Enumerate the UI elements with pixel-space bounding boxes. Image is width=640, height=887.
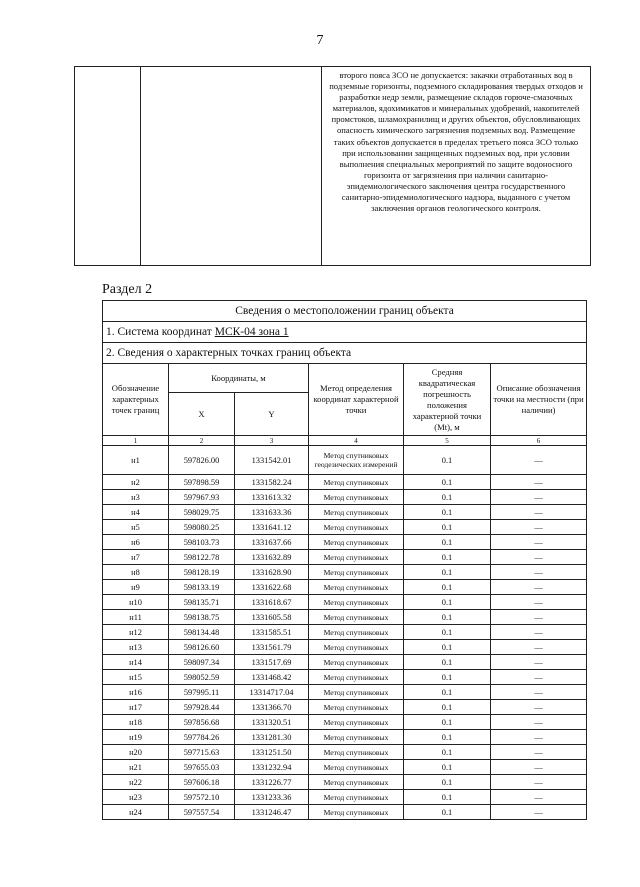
col-number: 1: [103, 436, 169, 446]
coord-y: 1331281.30: [235, 730, 309, 745]
table-row: [103, 640, 587, 655]
point-id: н2: [103, 475, 169, 490]
mt-value: 0.1: [404, 805, 491, 820]
point-id: н21: [103, 760, 169, 775]
mt-value: 0.1: [404, 535, 491, 550]
mt-value: 0.1: [404, 490, 491, 505]
table-row: [103, 775, 587, 790]
mt-value: 0.1: [404, 730, 491, 745]
coord-x: 598080.25: [169, 520, 235, 535]
point-id: н12: [103, 625, 169, 640]
mt-value: 0.1: [404, 565, 491, 580]
section-title: Раздел 2: [102, 282, 153, 297]
description: —: [491, 580, 587, 595]
method: Метод спутниковых геодезических измерений: [309, 446, 404, 475]
col-number: 3: [235, 436, 309, 446]
coord-x: 598052.59: [169, 670, 235, 685]
coord-y: 1331320.51: [235, 715, 309, 730]
col-number: 2: [169, 436, 235, 446]
mt-value: 0.1: [404, 700, 491, 715]
mt-value: 0.1: [404, 505, 491, 520]
table-title: Сведения о местоположении границ объекта: [103, 301, 587, 322]
method: Метод спутниковых: [309, 625, 404, 640]
mt-value: 0.1: [404, 685, 491, 700]
description: —: [491, 715, 587, 730]
coord-x: 597606.18: [169, 775, 235, 790]
description: —: [491, 745, 587, 760]
coord-x: 598103.73: [169, 535, 235, 550]
coord-x: 598138.75: [169, 610, 235, 625]
coord-y: 13314717.04: [235, 685, 309, 700]
description: —: [491, 775, 587, 790]
table-row: [103, 655, 587, 670]
description: —: [491, 475, 587, 490]
table-row: [103, 685, 587, 700]
coord-y: 1331468.42: [235, 670, 309, 685]
method: Метод спутниковых: [309, 730, 404, 745]
method: Метод спутниковых: [309, 640, 404, 655]
table-row: [103, 670, 587, 685]
point-id: н22: [103, 775, 169, 790]
table-row: [103, 550, 587, 565]
table-row: [103, 805, 587, 820]
method: Метод спутниковых: [309, 760, 404, 775]
table-row: [103, 715, 587, 730]
method: Метод спутниковых: [309, 715, 404, 730]
method: Метод спутниковых: [309, 670, 404, 685]
point-id: н19: [103, 730, 169, 745]
mt-value: 0.1: [404, 670, 491, 685]
description: —: [491, 490, 587, 505]
coord-y: 1331605.58: [235, 610, 309, 625]
method: Метод спутниковых: [309, 580, 404, 595]
mt-value: 0.1: [404, 550, 491, 565]
table-row: [103, 520, 587, 535]
mt-value: 0.1: [404, 760, 491, 775]
description: —: [491, 610, 587, 625]
description: —: [491, 700, 587, 715]
point-id: н23: [103, 790, 169, 805]
mt-value: 0.1: [404, 475, 491, 490]
table-row: [103, 535, 587, 550]
header-point: Обозначение характерных точек границ: [103, 364, 169, 436]
table-row: [103, 565, 587, 580]
point-id: н10: [103, 595, 169, 610]
method: Метод спутниковых: [309, 595, 404, 610]
coord-x: 598097.34: [169, 655, 235, 670]
description: —: [491, 446, 587, 475]
header-method: Метод определения координат характерной точки: [309, 364, 404, 436]
continuation-cell-2: [141, 67, 322, 266]
coord-x: 597655.03: [169, 760, 235, 775]
point-id: н14: [103, 655, 169, 670]
coord-y: 1331641.12: [235, 520, 309, 535]
coord-x: 597557.54: [169, 805, 235, 820]
continuation-table: [74, 66, 591, 266]
method: Метод спутниковых: [309, 550, 404, 565]
coord-x: 598134.48: [169, 625, 235, 640]
coord-y: 1331628.90: [235, 565, 309, 580]
header-description: Описание обозначения точки на местности (при наличии): [491, 364, 587, 436]
header-error: Средняя квадратическая погрешность положения характерной точки (Mt), м: [404, 364, 491, 436]
coord-y: 1331542.01: [235, 446, 309, 475]
header-x: X: [169, 393, 235, 436]
table-row: [103, 505, 587, 520]
table-row: [103, 446, 587, 475]
description: —: [491, 520, 587, 535]
table-row: [103, 760, 587, 775]
point-id: н4: [103, 505, 169, 520]
col-number: 4: [309, 436, 404, 446]
coord-y: 1331582.24: [235, 475, 309, 490]
method: Метод спутниковых: [309, 700, 404, 715]
sanitary-zone-text: второго пояса ЗСО не допускается: закачки отработанных вод в подземные горизонты, подземного складирования твердых отходов и разработки недр земли, размещение складов горюче-смазочных материалов, ядохимикатов и минеральных удобрений, накопителей промстоков, шламохранилищ и других объектов, обусловливающих опасность химического загрязнения подземных вод. Размещение таких объектов допускается в пределах третьего пояса ЗСО только при использовании защищенных подземных вод, при условии выполнения специальных мероприятий по защите водоносного горизонта от загрязнения при наличии санитарно-эпидемиологического заключения центра государственного санитарно-эпидемиологического надзора, выданного с учетом заключения органов геологического контроля.: [322, 67, 591, 266]
coord-y: 1331232.94: [235, 760, 309, 775]
point-id: н5: [103, 520, 169, 535]
method: Метод спутниковых: [309, 565, 404, 580]
coord-x: 597967.93: [169, 490, 235, 505]
table-row: [103, 475, 587, 490]
coord-x: 597826.00: [169, 446, 235, 475]
continuation-cell-1: [75, 67, 141, 266]
mt-value: 0.1: [404, 446, 491, 475]
coord-x: 597715.63: [169, 745, 235, 760]
table-row: [103, 610, 587, 625]
coord-y: 1331613.32: [235, 490, 309, 505]
point-id: н11: [103, 610, 169, 625]
method: Метод спутниковых: [309, 655, 404, 670]
point-id: н13: [103, 640, 169, 655]
coord-x: 597784.26: [169, 730, 235, 745]
point-id: н20: [103, 745, 169, 760]
coord-y: 1331366.70: [235, 700, 309, 715]
description: —: [491, 685, 587, 700]
coord-y: 1331633.36: [235, 505, 309, 520]
description: —: [491, 595, 587, 610]
table-row: [103, 490, 587, 505]
point-id: н8: [103, 565, 169, 580]
mt-value: 0.1: [404, 610, 491, 625]
table-row: [103, 745, 587, 760]
coordinate-system-name: МСК-04 зона 1: [214, 326, 289, 338]
table-row: [103, 580, 587, 595]
method: Метод спутниковых: [309, 775, 404, 790]
table-row: [103, 625, 587, 640]
mt-value: 0.1: [404, 625, 491, 640]
coord-x: 598128.19: [169, 565, 235, 580]
boundary-points-table: [102, 300, 587, 820]
point-id: н16: [103, 685, 169, 700]
col-number: 6: [491, 436, 587, 446]
mt-value: 0.1: [404, 655, 491, 670]
table-row: [103, 595, 587, 610]
description: —: [491, 625, 587, 640]
coord-y: 1331618.67: [235, 595, 309, 610]
method: Метод спутниковых: [309, 745, 404, 760]
page-number: 7: [316, 33, 324, 48]
description: —: [491, 640, 587, 655]
coord-x: 597928.44: [169, 700, 235, 715]
coord-y: 1331585.51: [235, 625, 309, 640]
method: Метод спутниковых: [309, 505, 404, 520]
point-id: н1: [103, 446, 169, 475]
coord-x: 598133.19: [169, 580, 235, 595]
coord-x: 597856.68: [169, 715, 235, 730]
description: —: [491, 730, 587, 745]
method: Метод спутниковых: [309, 475, 404, 490]
coord-x: 597995.11: [169, 685, 235, 700]
point-id: н24: [103, 805, 169, 820]
coord-y: 1331632.89: [235, 550, 309, 565]
description: —: [491, 565, 587, 580]
method: Метод спутниковых: [309, 520, 404, 535]
point-id: н6: [103, 535, 169, 550]
point-id: н3: [103, 490, 169, 505]
description: —: [491, 805, 587, 820]
header-y: Y: [235, 393, 309, 436]
mt-value: 0.1: [404, 745, 491, 760]
point-id: н17: [103, 700, 169, 715]
coord-x: 598126.60: [169, 640, 235, 655]
coordinate-system-prefix: 1. Система координат: [106, 326, 215, 338]
table-row: [103, 730, 587, 745]
description: —: [491, 535, 587, 550]
table-row: [103, 700, 587, 715]
point-id: н7: [103, 550, 169, 565]
point-id: н9: [103, 580, 169, 595]
coord-x: 598135.71: [169, 595, 235, 610]
mt-value: 0.1: [404, 520, 491, 535]
method: Метод спутниковых: [309, 490, 404, 505]
description: —: [491, 760, 587, 775]
mt-value: 0.1: [404, 595, 491, 610]
table-row: [103, 790, 587, 805]
method: Метод спутниковых: [309, 610, 404, 625]
method: Метод спутниковых: [309, 790, 404, 805]
coordinate-system-row: [103, 322, 587, 343]
coord-x: 597572.10: [169, 790, 235, 805]
coord-y: 1331561.79: [235, 640, 309, 655]
coord-y: 1331233.36: [235, 790, 309, 805]
coord-y: 1331251.50: [235, 745, 309, 760]
mt-value: 0.1: [404, 640, 491, 655]
description: —: [491, 505, 587, 520]
method: Метод спутниковых: [309, 805, 404, 820]
coord-y: 1331637.66: [235, 535, 309, 550]
coord-y: 1331246.47: [235, 805, 309, 820]
point-id: н18: [103, 715, 169, 730]
header-coords: Координаты, м: [169, 364, 309, 393]
description: —: [491, 550, 587, 565]
coord-x: 598029.75: [169, 505, 235, 520]
method: Метод спутниковых: [309, 685, 404, 700]
mt-value: 0.1: [404, 715, 491, 730]
coord-x: 598122.78: [169, 550, 235, 565]
col-number: 5: [404, 436, 491, 446]
description: —: [491, 790, 587, 805]
mt-value: 0.1: [404, 790, 491, 805]
points-heading: 2. Сведения о характерных точках границ объекта: [103, 343, 587, 364]
coord-y: 1331622.68: [235, 580, 309, 595]
coord-x: 597898.59: [169, 475, 235, 490]
coord-y: 1331226.77: [235, 775, 309, 790]
description: —: [491, 670, 587, 685]
method: Метод спутниковых: [309, 535, 404, 550]
point-id: н15: [103, 670, 169, 685]
coord-y: 1331517.69: [235, 655, 309, 670]
mt-value: 0.1: [404, 580, 491, 595]
mt-value: 0.1: [404, 775, 491, 790]
description: —: [491, 655, 587, 670]
